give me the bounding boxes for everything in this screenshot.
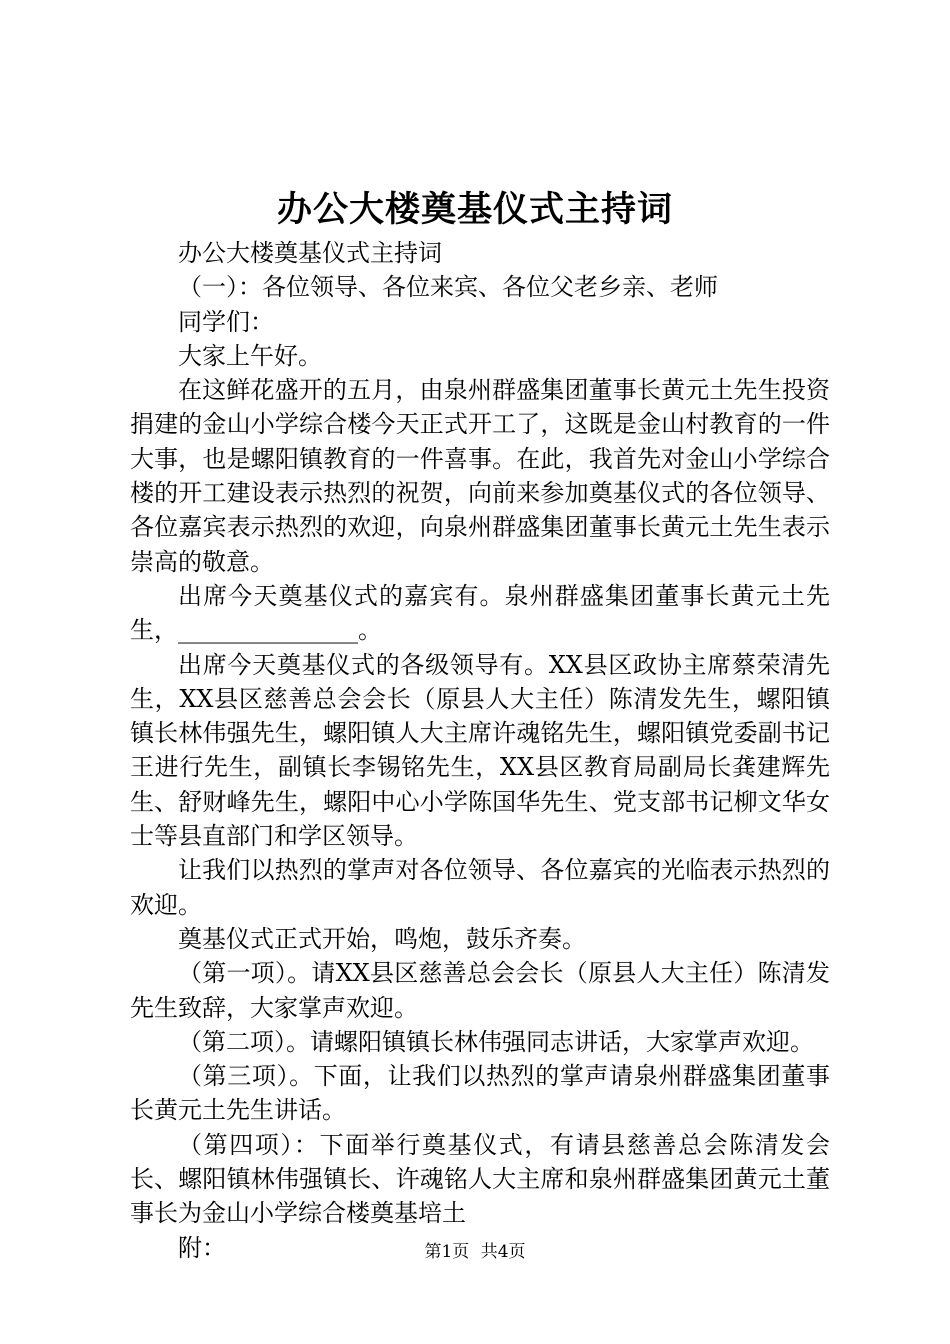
paragraph: 出席今天奠基仪式的嘉宾有。泉州群盛集团董事长黄元土先生，_______________。: [130, 581, 830, 645]
page-total: 共4页: [480, 1242, 526, 1262]
paragraph: （第三项）。下面，让我们以热烈的掌声请泉州群盛集团董事长黄元土先生讲话。: [130, 1062, 830, 1125]
document-body: [130, 236, 830, 1265]
paragraph: （第四项）：下面举行奠基仪式，有请县慈善总会陈清发会长、螺阳镇林伟强镇长、许魂铭人大主席和泉州群盛集团黄元土董事长为金山小学综合楼奠基培土: [130, 1130, 830, 1228]
document-title: 办公大楼奠基仪式主持词: [276, 189, 673, 230]
paragraph: 大家上午好。: [178, 341, 322, 370]
paragraph: 同学们：: [178, 307, 274, 336]
paragraph: 出席今天奠基仪式的各级领导有。XX县区政协主席蔡荣清先生，XX县区慈善总会会长（原县人大主任）陈清发先生，螺阳镇镇长林伟强先生，螺阳镇人大主席许魂铭先生，螺阳镇党委副书记王进行先生，副镇长李锡铭先生，XX县区教育局副局长龚建辉先生、舒财峰先生，螺阳中心小学陈国华先生、党支部书记柳文华女士等县直部门和学区领导。: [130, 650, 830, 851]
paragraph: 办公大楼奠基仪式主持词: [178, 239, 442, 267]
page-number: 第1页: [424, 1242, 470, 1262]
paragraph: （第一项）。请XX县区慈善总会会长（原县人大主任）陈清发先生致辞，大家掌声欢迎。: [130, 959, 830, 1022]
paragraph: （第二项）。请螺阳镇镇长林伟强同志讲话，大家掌声欢迎。: [178, 1027, 814, 1056]
paragraph: 在这鲜花盛开的五月，由泉州群盛集团董事长黄元土先生投资捐建的金山小学综合楼今天正式开工了，这既是金山村教育的一件大事，也是螺阳镇教育的一件喜事。在此，我首先对金山小学综合楼的开工建设表示热烈的祝贺，向前来参加奠基仪式的各位领导、各位嘉宾表示热烈的欢迎，向泉州群盛集团董事长黄元土先生表示崇高的敬意。: [130, 376, 830, 576]
page-footer: [0, 1240, 950, 1264]
paragraph: 附：: [178, 1233, 226, 1262]
paragraph: 奠基仪式正式开始，鸣炮，鼓乐齐奏。: [178, 924, 586, 953]
paragraph: 让我们以热烈的掌声对各位领导、各位嘉宾的光临表示热烈的欢迎。: [130, 856, 830, 919]
paragraph: （一）：各位领导、各位来宾、各位父老乡亲、老师: [178, 273, 718, 302]
